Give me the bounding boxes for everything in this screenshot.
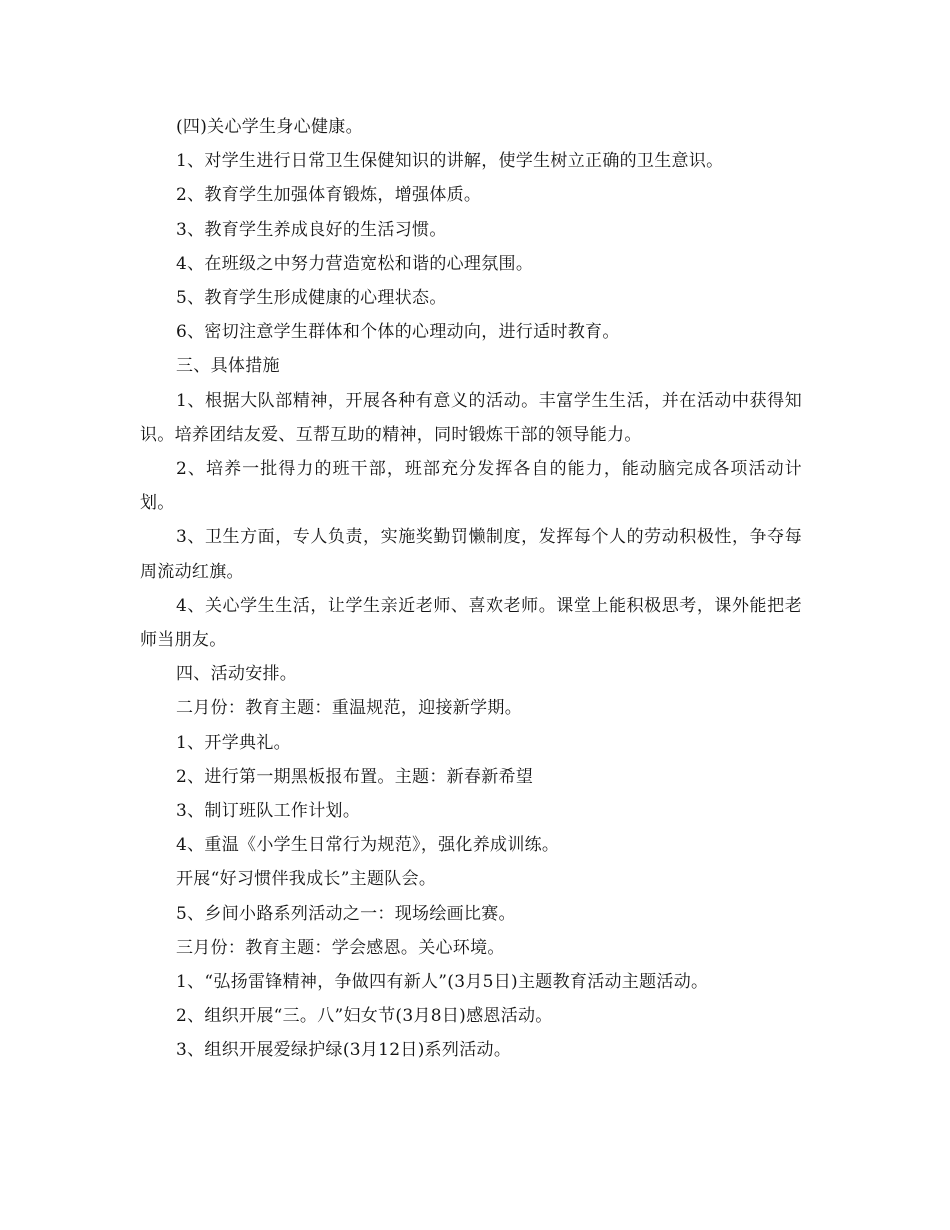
paragraph: 3、卫生方面，专人负责，实施奖勤罚懒制度，发挥每个人的劳动积极性，争夺每周流动红旗。: [140, 527, 802, 582]
paragraph: 5、教育学生形成健康的心理状态。: [176, 288, 447, 309]
paragraph: 6、密切注意学生群体和个体的心理动向，进行适时教育。: [176, 322, 620, 343]
paragraph: 1、对学生进行日常卫生保健知识的讲解，使学生树立正确的卫生意识。: [176, 151, 724, 172]
paragraph: 4、关心学生生活，让学生亲近老师、喜欢老师。课堂上能积极思考，课外能把老师当朋友。: [140, 595, 802, 651]
paragraph: 1、根据大队部精神，开展各种有意义的活动。丰富学生生活，并在活动中获得知识。培养团结友爱、互帮互助的精神，同时锻炼干部的领导能力。: [140, 390, 802, 445]
paragraph: 3、教育学生养成良好的生活习惯。: [176, 219, 447, 240]
month-heading: 三月份：教育主题：学会感恩。关心环境。: [176, 937, 505, 958]
document-body: [140, 110, 802, 1068]
month-heading: 二月份：教育主题：重温规范，迎接新学期。: [176, 698, 522, 719]
paragraph: 3、制订班队工作计划。: [176, 801, 361, 822]
paragraph: (四)关心学生身心健康。: [176, 117, 363, 137]
paragraph: 2、组织开展“三。八”妇女节(3月8日)感恩活动。: [176, 1006, 553, 1027]
paragraph: 2、培养一批得力的班干部，班部充分发挥各自的能力，能动脑完成各项活动计划。: [140, 459, 802, 514]
paragraph: 4、重温《小学生日常行为规范》，强化养成训练。: [176, 835, 560, 856]
paragraph: 5、乡间小路系列活动之一：现场绘画比赛。: [176, 903, 516, 924]
paragraph: 2、教育学生加强体育锻炼，增强体质。: [176, 185, 482, 206]
section-heading: 三、具体措施: [176, 356, 280, 377]
paragraph: 1、“弘扬雷锋精神，争做四有新人”(3月5日)主题教育活动主题活动。: [176, 972, 709, 993]
paragraph: 3、组织开展爱绿护绿(3月12日)系列活动。: [176, 1040, 512, 1061]
paragraph: 4、在班级之中努力营造宽松和谐的心理氛围。: [176, 253, 534, 274]
paragraph: 1、开学典礼。: [176, 732, 291, 753]
section-heading: 四、活动安排。: [176, 664, 298, 685]
paragraph: 2、进行第一期黑板报布置。主题：新春新希望: [176, 766, 534, 787]
paragraph: 开展“好习惯伴我成长”主题队会。: [176, 869, 437, 890]
